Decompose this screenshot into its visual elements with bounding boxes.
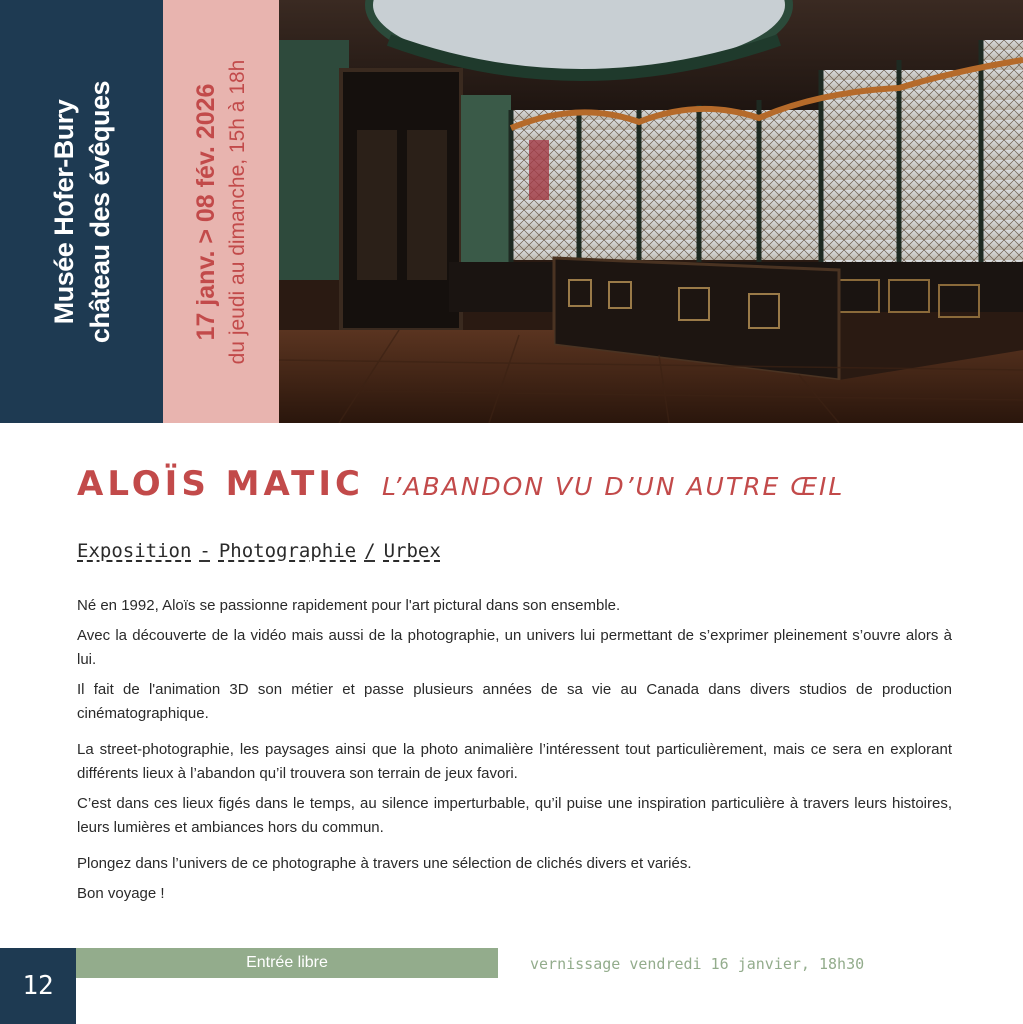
venue-line-1: Musée Hofer-Bury — [48, 99, 79, 324]
vernissage-info: vernissage vendredi 16 janvier, 18h30 — [530, 955, 865, 973]
exhibition-photo — [279, 0, 1023, 423]
artist-name: ALOÏS MATIC — [77, 464, 364, 504]
page-number: 12 — [0, 948, 76, 1024]
bio-paragraph: Il fait de l'animation 3D son métier et passe plusieurs années de sa vie au Canada dans divers studios de production cinématographique. — [77, 681, 952, 722]
exhibition-subtitle: L’ABANDON VU D’UN AUTRE ŒIL — [381, 472, 845, 501]
tag-exposition: Exposition — [77, 540, 192, 562]
bio-paragraph: La street-photographie, les paysages ainsi que la photo animalière l’intéressent tout particulièrement, mais ce sera en explorant différents lieux à l’abandon qu’il trouvera son terrain de jeux favori. — [77, 741, 952, 782]
venue-line-2: château des évêques — [84, 80, 115, 343]
date-range: 17 janv. > 08 fév. 2026 — [192, 83, 220, 340]
bio-paragraph: Bon voyage ! — [77, 885, 165, 902]
tag-photographie: Photographie — [218, 540, 357, 562]
opening-hours: du jeudi au dimanche, 15h à 18h — [226, 59, 249, 364]
date-band — [163, 0, 279, 423]
tag-urbex: Urbex — [383, 540, 441, 562]
abandoned-hall-image — [279, 0, 1023, 423]
tag-separator: / — [364, 540, 376, 562]
venue-band — [0, 0, 163, 423]
bio-paragraph: Né en 1992, Aloïs se passionne rapidement pour l'art pictural dans son ensemble. — [77, 597, 621, 614]
artist-biography — [77, 594, 952, 912]
bio-paragraph: Avec la découverte de la vidéo mais aussi de la photographie, un univers lui permettant de s’exprimer pleinement s’ouvre alors à lui. — [77, 627, 952, 668]
venue-name — [46, 80, 118, 342]
bio-paragraph: C’est dans ces lieux figés dans le temps, au silence imperturbable, qu’il puise une inspiration particulière à travers leurs histoires, leurs lumières et ambiances hors du commun. — [77, 795, 952, 836]
bio-paragraph: Plongez dans l’univers de ce photographe à travers une sélection de clichés divers et variés. — [77, 855, 692, 872]
exhibition-dates — [189, 59, 253, 364]
category-tags — [77, 540, 441, 568]
tag-separator: - — [199, 540, 211, 562]
exhibition-title — [77, 464, 977, 512]
free-entry-label: Entrée libre — [76, 948, 498, 978]
